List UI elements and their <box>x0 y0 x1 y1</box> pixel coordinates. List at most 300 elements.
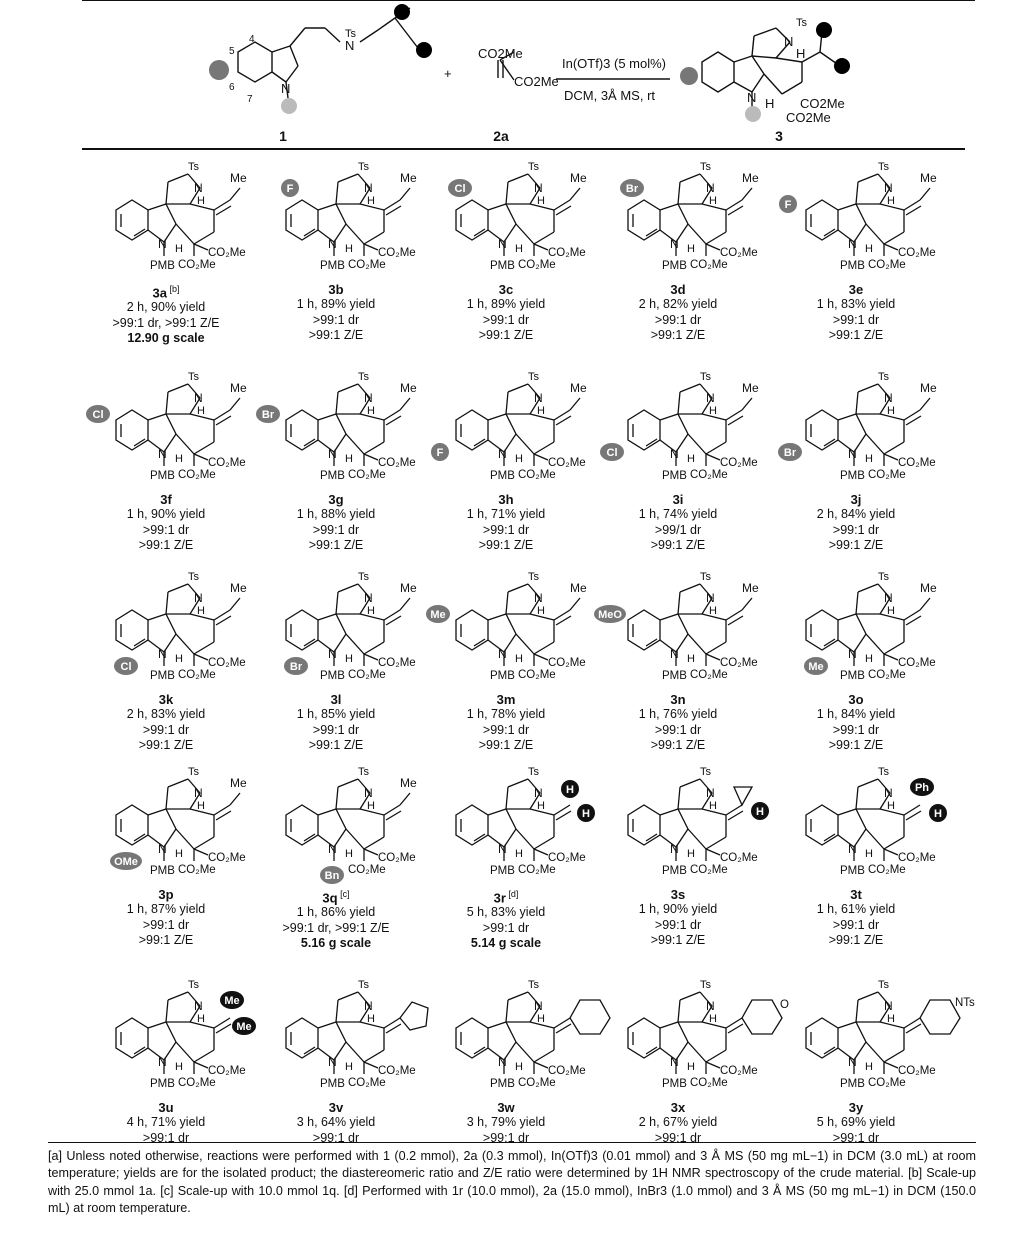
benzyl-group <box>320 866 344 884</box>
indole-n: N <box>281 81 291 96</box>
compound-number: 3x <box>670 1100 686 1115</box>
methyl-label: Me <box>400 381 417 395</box>
product-entry-3e <box>770 152 942 344</box>
hydrogen-marker <box>751 802 769 820</box>
compound-number: 3c <box>498 282 514 297</box>
ester-label: CO₂Me <box>720 247 758 259</box>
methyl-label: Me <box>230 381 247 395</box>
pmb-group: PMB <box>662 865 687 877</box>
hydrogen-marker-text: H <box>756 806 764 818</box>
sulfonamide-n: N <box>345 38 355 53</box>
pyrrolidine-n: N <box>534 591 543 605</box>
ester-label: CO₂Me <box>548 1065 586 1077</box>
result-line: 1 h, 85% yield <box>296 707 376 721</box>
methyl-label: Me <box>742 171 759 185</box>
result-line: >99:1 dr <box>832 1130 880 1145</box>
pmb-group: PMB <box>320 260 345 272</box>
product-entry-3t <box>770 757 942 949</box>
arene-substituent-dot <box>680 67 698 85</box>
tetracycle-skeleton <box>456 992 571 1074</box>
pyrrolidine-n: N <box>706 391 715 405</box>
pyrrolidine-n: N <box>534 999 543 1013</box>
product-structure <box>420 362 620 490</box>
pyrrolidine-n: N <box>706 786 715 800</box>
methyl-label: Me <box>400 776 417 790</box>
result-line: >99:1 Z/E <box>650 738 706 752</box>
result-line: 1 h, 89% yield <box>466 297 546 311</box>
tosyl-label: Ts <box>188 161 199 173</box>
result-line: >99:1 Z/E <box>478 538 534 552</box>
result-line: >99:1 dr <box>142 1130 190 1145</box>
product-entry-3p <box>80 757 252 949</box>
pmb-group: PMB <box>662 260 687 272</box>
methyl-label: Me <box>400 581 417 595</box>
pmb-group: PMB <box>490 260 515 272</box>
methyl-label: Me <box>230 581 247 595</box>
arene-substituent <box>110 852 142 870</box>
ester-label: CO₂Me <box>348 469 386 481</box>
indoline-n: N <box>848 237 857 251</box>
tetracycle-skeleton <box>456 174 571 256</box>
tetracycle-skeleton <box>806 584 921 666</box>
pmb-group: PMB <box>320 670 345 682</box>
compound-number: 3w <box>497 1100 515 1115</box>
aminal-h: H <box>175 1061 183 1073</box>
result-line: >99:1 Z/E <box>138 538 194 552</box>
hydrogen-marker-text: H <box>582 808 590 820</box>
aminal-h: H <box>515 453 523 465</box>
tosyl-label: Ts <box>700 371 711 383</box>
result-line: 5 h, 83% yield <box>466 905 546 920</box>
tetracycle-skeleton <box>116 992 231 1074</box>
scale-up-line: 5.14 g scale <box>470 936 542 951</box>
ring-fusion-h: H <box>367 405 375 417</box>
result-line: >99:1 dr, >99:1 Z/E <box>282 920 390 935</box>
result-line: >99:1 Z/E <box>828 738 884 752</box>
aminal-h: H <box>175 453 183 465</box>
ester-label: CO₂Me <box>348 1077 386 1089</box>
compound-number: 3s <box>670 887 686 902</box>
ester-label: CO₂Me <box>518 864 556 876</box>
methyl-label: Me <box>920 171 937 185</box>
result-line: >99:1 Z/E <box>828 538 884 552</box>
result-line: >99:1 dr <box>312 1130 360 1145</box>
indoline-n: N <box>498 842 507 856</box>
product-entry-3n <box>592 562 764 754</box>
conditions-text: DCM, 3Å MS, rt <box>564 88 656 103</box>
position-7: 7 <box>247 94 253 105</box>
tetracycle-skeleton <box>286 384 401 466</box>
compound-number: 3m <box>496 692 516 707</box>
ester-label: CO₂Me <box>178 1077 216 1089</box>
result-line: 1 h, 76% yield <box>638 707 718 721</box>
arene-substituent-text: Cl <box>606 447 618 459</box>
catalyst-text: In(OTf)3 (5 mol%) <box>562 56 667 71</box>
product-ring-h: H <box>765 96 775 111</box>
aminal-h: H <box>865 1061 873 1073</box>
ester-label: CO₂Me <box>548 457 586 469</box>
pyrrolidine-n: N <box>534 786 543 800</box>
result-line: 1 h, 61% yield <box>816 902 896 916</box>
ester-label: CO₂Me <box>690 864 728 876</box>
arene-substituent-text: Br <box>261 409 275 421</box>
methyl-label: Me <box>742 381 759 395</box>
tetracycle-skeleton <box>286 584 401 666</box>
product-structure <box>770 562 970 690</box>
ring-fusion-h: H <box>709 1013 717 1025</box>
arene-substituent-text: Br <box>783 447 797 459</box>
indoline-n: N <box>328 1055 337 1069</box>
result-line: >99:1 dr <box>654 917 702 932</box>
aminal-h: H <box>687 453 695 465</box>
arene-substituent-text: F <box>436 447 444 459</box>
tosyl-label: Ts <box>358 161 369 173</box>
ester-top: CO2Me <box>478 46 523 61</box>
methyl-marker-text: Me <box>236 1021 252 1033</box>
ring-fusion-h: H <box>367 195 375 207</box>
arene-substituent <box>426 605 450 623</box>
pyrrolidine-n: N <box>364 999 373 1013</box>
ring-fusion-h: H <box>197 800 205 812</box>
alkene-substituent-dot <box>816 22 832 38</box>
product-ester-1: CO2Me <box>800 96 845 111</box>
compound-3-label: 3 <box>775 128 783 144</box>
pyrrolidine-n: N <box>706 999 715 1013</box>
result-line: 1 h, 83% yield <box>816 297 896 311</box>
product-entry-3j <box>770 362 942 554</box>
ester-label: CO₂Me <box>690 469 728 481</box>
methyl-label: Me <box>920 381 937 395</box>
ring-fusion-h: H <box>197 405 205 417</box>
arene-substituent-text: MeO <box>598 609 622 621</box>
result-line: >99:1 dr <box>654 1130 702 1145</box>
compound-number: 3l <box>330 692 342 707</box>
result-line: >99:1 dr <box>654 312 702 327</box>
aminal-h: H <box>865 653 873 665</box>
result-line: 2 h, 90% yield <box>126 300 206 315</box>
ester-label: CO₂Me <box>898 457 936 469</box>
indoline-n: N <box>328 237 337 251</box>
arene-substituent <box>86 405 110 423</box>
result-line: >99:1 Z/E <box>650 328 706 342</box>
arene-substituent <box>281 179 299 197</box>
product-structure <box>420 970 620 1098</box>
product-structure <box>770 970 975 1098</box>
hydrogen-marker-text: H <box>934 808 942 820</box>
result-line: >99/1 dr <box>654 522 702 537</box>
indoline-n: N <box>328 447 337 461</box>
ring-fusion-h: H <box>367 800 375 812</box>
tosyl-label: Ts <box>528 161 539 173</box>
ester-label: CO₂Me <box>720 852 758 864</box>
product-structure <box>420 757 620 885</box>
product-structure <box>592 757 792 885</box>
pyrrolidine-n: N <box>884 999 893 1013</box>
ring-fusion-h: H <box>367 605 375 617</box>
phenyl-marker-text: Ph <box>914 782 930 794</box>
ring-fusion-h: H <box>709 195 717 207</box>
pyrrolidine-n: N <box>194 591 203 605</box>
pyrrolidine-n: N <box>706 591 715 605</box>
arene-substituent-text: Cl <box>92 409 104 421</box>
product-structure <box>770 152 970 280</box>
tetracycle-skeleton <box>628 992 743 1074</box>
arene-substituent <box>804 657 828 675</box>
result-line: 1 h, 88% yield <box>296 507 376 521</box>
compound-number: 3e <box>848 282 864 297</box>
ester-label: CO₂Me <box>868 1077 906 1089</box>
ester-label: CO₂Me <box>720 1065 758 1077</box>
aminal-h: H <box>345 243 353 255</box>
ester-label: CO₂Me <box>868 469 906 481</box>
position-5: 5 <box>229 46 235 57</box>
compound-number: 3j <box>850 492 862 507</box>
tosyl-label: Ts <box>878 571 889 583</box>
methyl-marker <box>220 991 244 1009</box>
ester-label: CO₂Me <box>348 864 386 876</box>
result-line: >99:1 dr <box>832 722 880 737</box>
result-line: 4 h, 71% yield <box>126 1115 206 1129</box>
n-protecting-group-dot <box>745 106 761 122</box>
product-entry-3k <box>80 562 252 754</box>
tosyl-label: Ts <box>528 571 539 583</box>
result-line: >99:1 dr <box>142 917 190 932</box>
indoline-n: N <box>328 647 337 661</box>
ester-label: CO₂Me <box>690 259 728 271</box>
ester-label: CO₂Me <box>378 1065 416 1077</box>
ester-label: CO₂Me <box>178 864 216 876</box>
arene-substituent <box>256 405 280 423</box>
methyl-label: Me <box>230 776 247 790</box>
ester-label: CO₂Me <box>898 852 936 864</box>
result-line: 3 h, 64% yield <box>296 1115 376 1129</box>
ester-label: CO₂Me <box>548 657 586 669</box>
aminal-h: H <box>687 848 695 860</box>
ester-label: CO₂Me <box>690 1077 728 1089</box>
arene-substituent-text: Cl <box>454 183 466 195</box>
product-ester-2: CO2Me <box>786 110 831 125</box>
tosyl-label: Ts <box>528 371 539 383</box>
result-line: 2 h, 67% yield <box>638 1115 718 1129</box>
spiro-ring <box>920 1000 960 1034</box>
hydrogen-marker <box>561 780 579 798</box>
tosyl-label: Ts <box>878 979 889 991</box>
ring-fusion-h: H <box>537 800 545 812</box>
aminal-h: H <box>345 848 353 860</box>
product-structure <box>770 362 970 490</box>
aminal-h: H <box>175 243 183 255</box>
arene-substituent <box>431 443 449 461</box>
result-line: 1 h, 78% yield <box>466 707 546 721</box>
methyl-label: Me <box>920 581 937 595</box>
aminal-h: H <box>865 243 873 255</box>
result-line: >99:1 dr <box>482 522 530 537</box>
product-n: N <box>784 34 794 49</box>
tosyl-label: Ts <box>700 766 711 778</box>
ring-nts: NTs <box>955 997 975 1009</box>
tosyl-label: Ts <box>700 161 711 173</box>
arene-substituent <box>600 443 624 461</box>
product-entry-3v <box>250 970 422 1146</box>
product-entry-3i <box>592 362 764 554</box>
compound-number: 3f <box>160 492 172 507</box>
arene-substituent <box>114 657 138 675</box>
result-line: >99:1 dr <box>312 522 360 537</box>
pmb-group: PMB <box>320 1078 345 1090</box>
result-line: >99:1 dr <box>142 522 190 537</box>
compound-number: 3b <box>328 282 344 297</box>
indoline-n: N <box>328 842 337 856</box>
indoline-n: N <box>498 1055 507 1069</box>
product-entry-3b <box>250 152 422 344</box>
aminal-h: H <box>515 848 523 860</box>
arene-substituent-text: Br <box>289 661 303 673</box>
ester-label: CO₂Me <box>208 657 246 669</box>
result-line: >99:1 dr <box>482 920 530 935</box>
result-line: >99:1 Z/E <box>308 328 364 342</box>
pyrrolidine-n: N <box>194 786 203 800</box>
pmb-group: PMB <box>840 865 865 877</box>
methyl-label: Me <box>400 171 417 185</box>
compound-number: 3g <box>328 492 344 507</box>
indoline-n: N <box>670 447 679 461</box>
pyrrolidine-n: N <box>194 999 203 1013</box>
result-line: >99:1 Z/E <box>478 738 534 752</box>
arene-substituent <box>620 179 644 197</box>
ester-label: CO₂Me <box>178 469 216 481</box>
arene-substituent <box>594 605 626 623</box>
result-line: 1 h, 84% yield <box>816 707 896 721</box>
position-4: 4 <box>249 34 255 45</box>
arene-substituent-text: F <box>286 183 294 195</box>
product-structure <box>770 757 970 885</box>
tosyl-label: Ts <box>188 371 199 383</box>
alkene-substituent-dot <box>416 42 432 58</box>
result-line: 1 h, 71% yield <box>466 507 546 521</box>
ring-fusion-h: H <box>887 800 895 812</box>
ester-label: CO₂Me <box>898 247 936 259</box>
aminal-h: H <box>687 243 695 255</box>
tosyl-label: Ts <box>878 371 889 383</box>
product-entry-3y <box>770 970 975 1146</box>
arene-substituent-text: OMe <box>114 856 138 868</box>
pmb-group: PMB <box>840 470 865 482</box>
aminal-h: H <box>865 848 873 860</box>
result-line: >99:1 dr <box>312 312 360 327</box>
product-entry-3d <box>592 152 764 344</box>
result-line: >99:1 Z/E <box>650 538 706 552</box>
ring-fusion-h: H <box>887 195 895 207</box>
methyl-label: Me <box>230 171 247 185</box>
product-entry-3w <box>420 970 592 1146</box>
result-line: >99:1 dr <box>482 312 530 327</box>
ester-label: CO₂Me <box>378 247 416 259</box>
indoline-n: N <box>498 647 507 661</box>
pmb-group: PMB <box>150 470 175 482</box>
hydrogen-marker <box>929 804 947 822</box>
pmb-group: PMB <box>490 470 515 482</box>
result-line: 1 h, 90% yield <box>126 507 206 521</box>
result-line: >99:1 dr <box>312 722 360 737</box>
aminal-h: H <box>865 453 873 465</box>
tetracycle-skeleton <box>286 992 401 1074</box>
ester-label: CO₂Me <box>548 852 586 864</box>
footnote-marker: [c] <box>337 889 350 899</box>
arene-substituent-text: Br <box>625 183 639 195</box>
tetracycle-skeleton <box>116 174 231 256</box>
result-line: >99:1 dr, >99:1 Z/E <box>112 315 220 330</box>
pyrrolidine-n: N <box>364 591 373 605</box>
product-entry-3r <box>420 757 592 952</box>
benzyl-group-text: Bn <box>324 870 340 882</box>
ring-fusion-h: H <box>197 1013 205 1025</box>
pmb-group: PMB <box>150 865 175 877</box>
product-structure <box>420 562 620 690</box>
product-entry-3u <box>80 970 252 1146</box>
compound-2a-label: 2a <box>493 128 509 144</box>
pyrrolidine-n: N <box>534 181 543 195</box>
product-entry-3c <box>420 152 592 344</box>
ester-label: CO₂Me <box>720 457 758 469</box>
ester-label: CO₂Me <box>518 469 556 481</box>
product-entry-3o <box>770 562 942 754</box>
ester-label: CO₂Me <box>178 669 216 681</box>
result-line: >99:1 dr <box>142 722 190 737</box>
ring-fusion-h: H <box>537 405 545 417</box>
methyl-label: Me <box>570 581 587 595</box>
tetracycle-skeleton <box>116 779 231 861</box>
aminal-h: H <box>515 653 523 665</box>
result-line: 2 h, 83% yield <box>126 707 206 721</box>
compound-1-label: 1 <box>279 128 287 144</box>
pyrrolidine-n: N <box>884 181 893 195</box>
arene-substituent-text: Me <box>808 661 824 673</box>
methyl-marker-text: Me <box>224 995 240 1007</box>
reaction-scheme <box>0 0 1021 150</box>
table-footnote: [a] Unless noted otherwise, reactions were performed with 1 (0.2 mmol), 2a (0.3 mmol), In(OTf)3 (0.01 mmol) and 3 Å MS (50 mg mL−1) in DCM (3.0 mL) at room temperature; yields are for the isolated product; the diastereomeric ratio and Z/E ratio were determined by 1H NMR spectroscopy of the crude material. [b] Scale-up with 25.0 mmol 1a. [c] Scale-up with 10.0 mmol 1q. [d] Performed with 1r (10.0 mmol), 2a (15.0 mmol), InBr3 (1.0 mmol) and 3 Å MS (50 mg mL−1) in DCM (150.0 mL) at room temperature. <box>48 1149 976 1216</box>
aminal-h: H <box>687 653 695 665</box>
ester-label: CO₂Me <box>518 1077 556 1089</box>
ring-fusion-h: H <box>367 1013 375 1025</box>
ester-label: CO₂Me <box>518 669 556 681</box>
ring-fusion-h: H <box>537 605 545 617</box>
pyrrolidine-n: N <box>364 786 373 800</box>
pmb-group: PMB <box>662 1078 687 1090</box>
result-line: 5 h, 69% yield <box>816 1115 896 1129</box>
product-structure <box>592 362 792 490</box>
pyrrolidine-n: N <box>884 786 893 800</box>
footnote-marker: [b] <box>166 284 180 294</box>
product-entry-3l <box>250 562 422 754</box>
product-entry-3q <box>250 757 422 952</box>
indoline-n: N <box>848 1055 857 1069</box>
pmb-group: PMB <box>150 1078 175 1090</box>
ester-label: CO₂Me <box>868 864 906 876</box>
product-structure <box>592 562 792 690</box>
result-line: 1 h, 86% yield <box>296 905 376 920</box>
ester-label: CO₂Me <box>348 259 386 271</box>
ester-label: CO₂Me <box>690 669 728 681</box>
result-line: >99:1 Z/E <box>308 738 364 752</box>
result-line: >99:1 dr <box>832 522 880 537</box>
ring-fusion-h: H <box>887 605 895 617</box>
result-line: 1 h, 89% yield <box>296 297 376 311</box>
product-h: H <box>796 46 806 61</box>
product-structure <box>592 152 792 280</box>
product-structure <box>420 152 620 280</box>
result-line: >99:1 Z/E <box>138 738 194 752</box>
arene-substituent <box>448 179 472 197</box>
